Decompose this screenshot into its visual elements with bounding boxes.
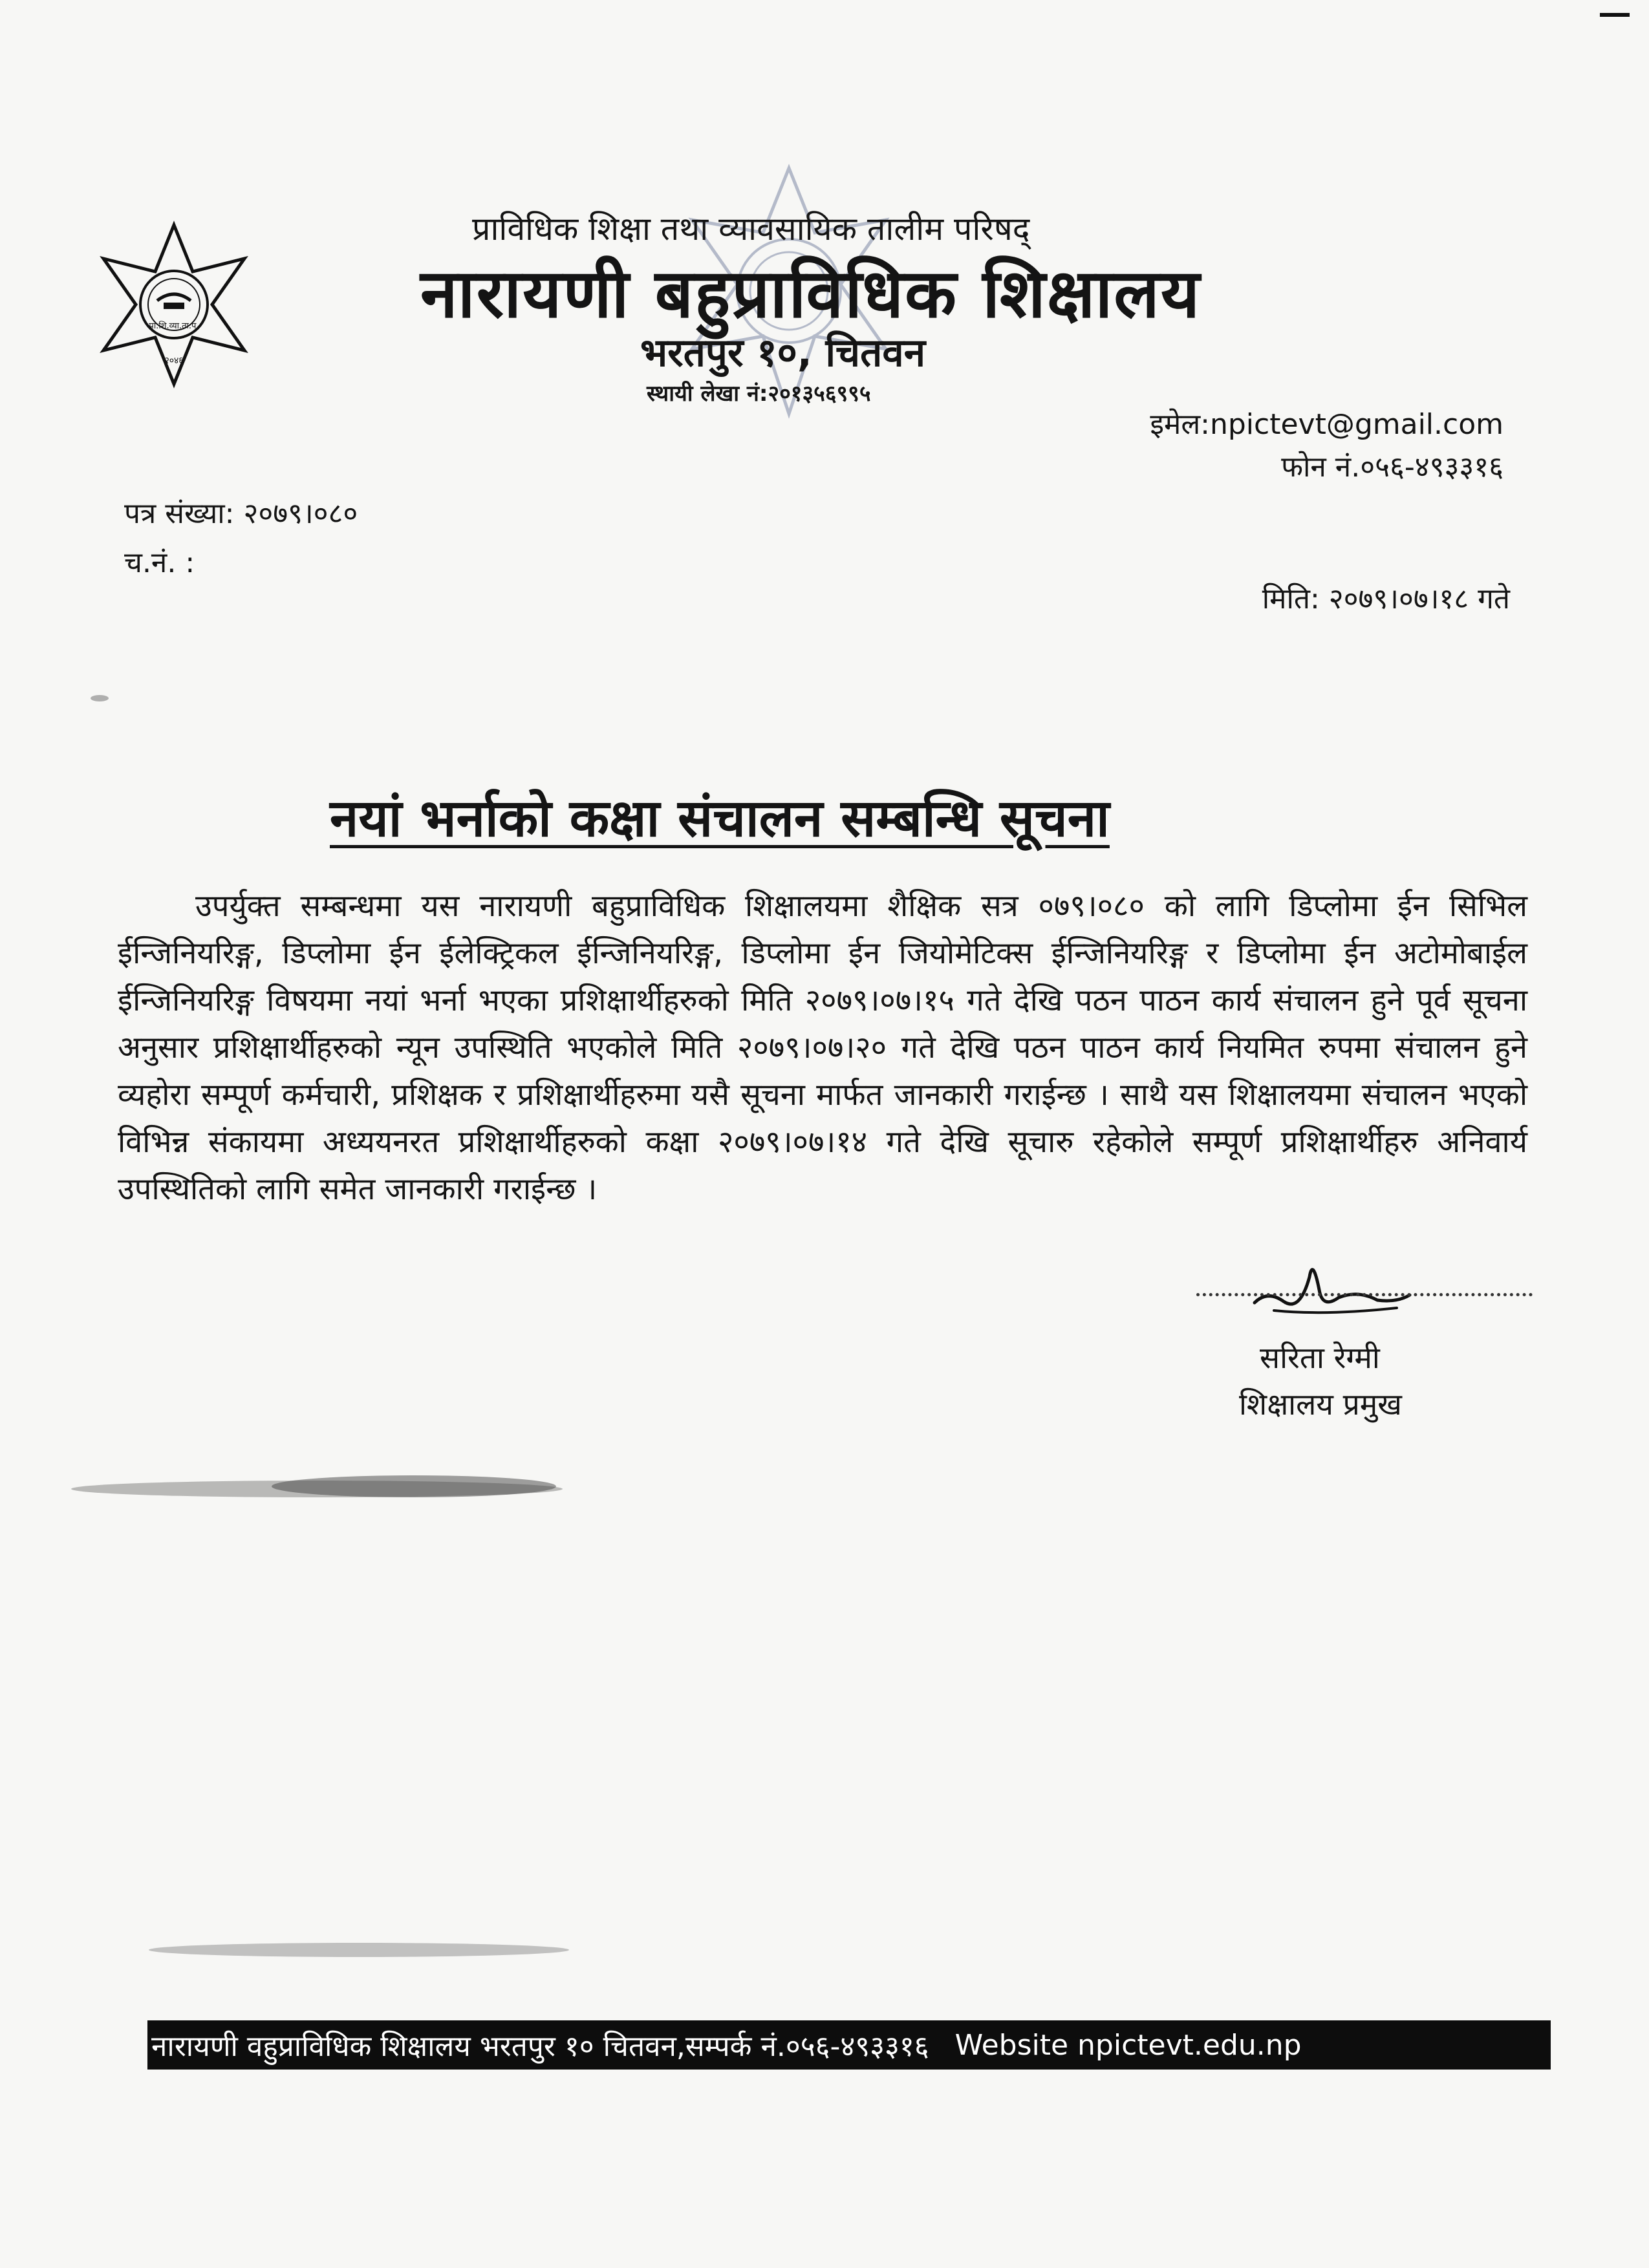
footer-website: Website npictevt.edu.np xyxy=(954,2028,1302,2062)
signatory-title: शिक्षालय प्रमुख xyxy=(1239,1387,1402,1422)
college-name: नारायणी बहुप्राविधिक शिक्षालय xyxy=(420,254,1202,333)
letter-date: मिति: २०७९।०७।१८ गते xyxy=(1262,583,1510,615)
notice-title: नयां भर्नाको कक्षा संचालन सम्बन्धि सूचना xyxy=(330,788,1110,848)
scan-smudge xyxy=(272,1475,556,1497)
corner-mark xyxy=(1600,13,1630,17)
pan-number: स्थायी लेखा नं:२०१३५६९९५ xyxy=(647,381,871,407)
council-logo-icon xyxy=(89,220,259,389)
council-name: प्राविधिक शिक्षा तथा व्यावसायिक तालीम परिषद् xyxy=(472,210,1030,248)
notice-body: उपर्युक्त सम्बन्धमा यस नारायणी बहुप्राविधिक शिक्षालयमा शैक्षिक सत्र ०७९।०८० को लागि डिप्लोमा ईन सिभिल ईन्जिनियरिङ्ग, डिप्लोमा ईन ईलेक्ट्रिकल ईन्जिनियरिङ्ग, डिप्लोमा ईन जियोमेटिक्स ईन्जिनियरिङ्ग र डिप्लोमा ईन अटोमोबाईल ईन्जिनियरिङ्ग विषयमा नयां भर्ना भएका प्रशिक्षार्थीहरुको मिति २०७९।०७।१५ गते देखि पठन पाठन कार्य संचालन हुने पूर्व सूचना अनुसार प्रशिक्षार्थीहरुको न्यून उपस्थिति भएकोले मिति २०७९।०७।२० गते देखि पठन पाठन कार्य नियमित रुपमा संचालन हुने व्यहोरा सम्पूर्ण कर्मचारी, प्रशिक्षक र प्रशिक्षार्थीहरुमा यसै सूचना मार्फत जानकारी गराईन्छ । साथै यस शिक्षालयमा संचालन भएको विभिन्न संकायमा अध्ययनरत प्रशिक्षार्थीहरुको कक्षा २०७९।०७।१४ गते देखि सूचारु रहेकोले सम्पूर्ण प्रशिक्षार्थीहरु अनिवार्य उपस्थितिको लागि समेत जानकारी गराईन्छ । xyxy=(118,888,1527,1207)
footer-contact: नारायणी वहुप्राविधिक शिक्षालय भरतपुर १० चितवन,सम्पर्क नं.०५६-४९३३१६ xyxy=(151,2030,929,2063)
contact-phone: फोन नं.०५६-४९३३१६ xyxy=(1281,451,1503,484)
signature-line xyxy=(1196,1293,1533,1296)
signature-icon xyxy=(1248,1251,1416,1322)
logo-year: २०४६ xyxy=(164,356,184,366)
dispatch-number: च.नं. : xyxy=(124,546,195,579)
college-address: भरतपुर १०, चितवन xyxy=(640,330,926,376)
logo-label: प्रा.शि.व्या.ता.प. xyxy=(149,321,199,331)
letter-reference-number: पत्र संख्या: २०७९।०८० xyxy=(124,497,358,530)
contact-email: इमेल:npictevt@gmail.com xyxy=(1150,408,1503,441)
scan-smudge xyxy=(91,695,109,701)
signatory-name: सरिता रेग्मी xyxy=(1260,1340,1380,1375)
scan-smudge xyxy=(149,1943,569,1957)
footer-bar xyxy=(147,2020,1551,2070)
